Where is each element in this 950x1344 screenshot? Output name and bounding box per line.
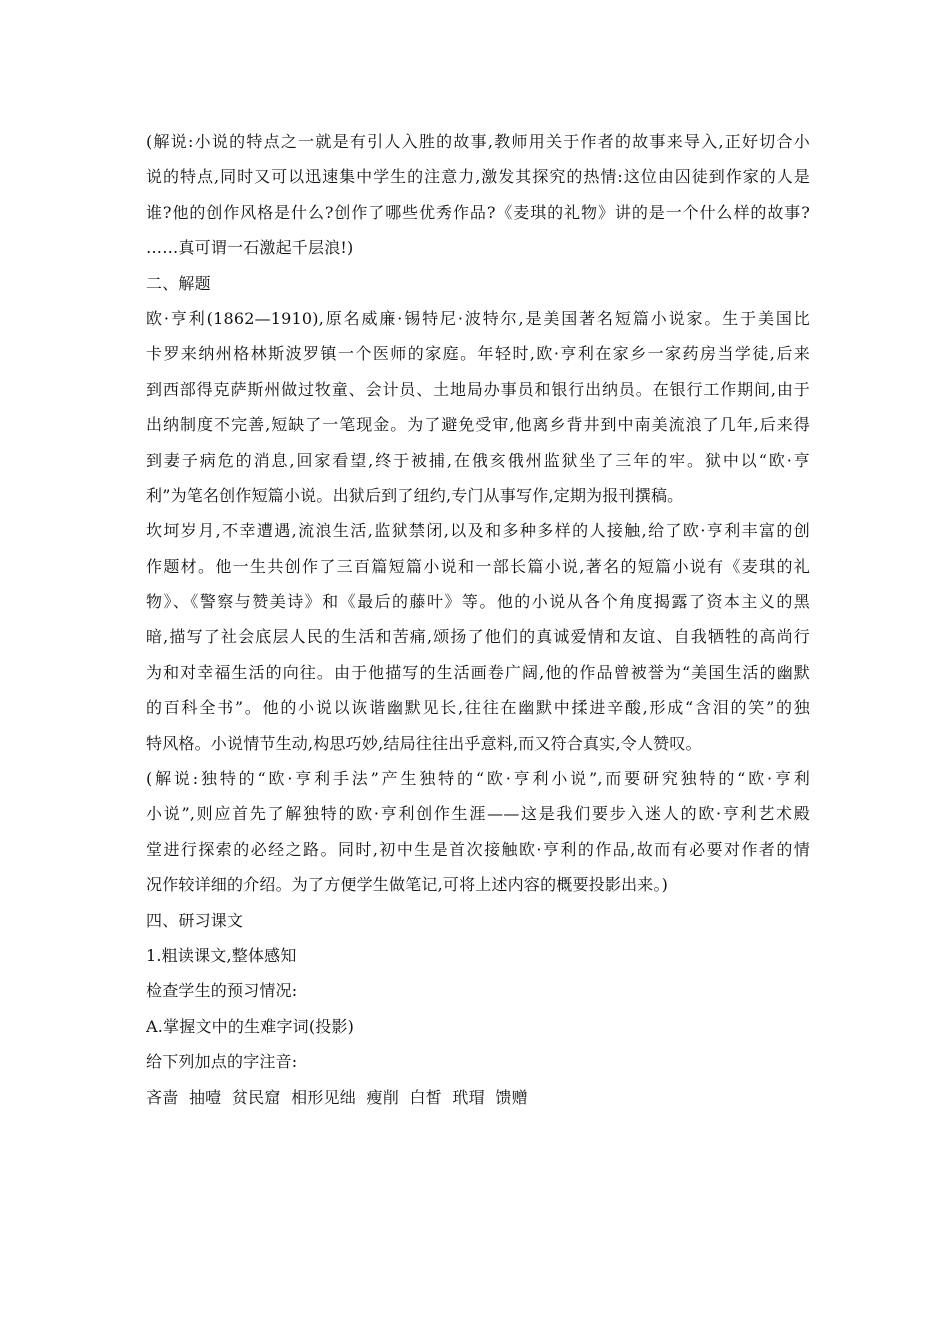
text-line: (解说:小说的特点之一就是有引人入胜的故事,教师用关于作者的故事来导入,正好切合小 (146, 132, 810, 151)
text-line: 坎坷岁月,不幸遭遇,流浪生活,监狱禁闭,以及和多种多样的人接触,给了欧·亨利丰富的创 (146, 521, 810, 541)
text-line: A.掌握文中的生难字词(投影) (146, 1016, 355, 1036)
text-line: 到妻子病危的消息,回家看望,终于被捕,在俄亥俄州监狱坐了三年的牢。狱中以“欧·亨 (146, 450, 810, 470)
text-line: 特风格。小说情节生动,构思巧妙,结局往往出乎意料,而又符合真实,令人赞叹。 (146, 733, 702, 753)
text-line: 暗,描写了社会底层人民的生活和苦痛,颂扬了他们的真诚爱情和友谊、自我牺牲的高尚行 (146, 627, 810, 647)
text-line: 作题材。他一生共创作了三百篇短篇小说和一部长篇小说,著名的短篇小说有《麦琪的礼 (146, 556, 810, 576)
text-line: 物》、《警察与赞美诗》和《最后的藤叶》等。他的小说从各个角度揭露了资本主义的黑 (146, 592, 810, 612)
text-line: 况作较详细的介绍。为了方便学生做笔记,可将上述内容的概要投影出来。) (146, 875, 669, 895)
text-line: 卡罗来纳州格林斯波罗镇一个医师的家庭。年轻时,欧·亨利在家乡一家药房当学徒,后来 (146, 344, 810, 364)
text-line: (解说:独特的“欧·亨利手法”产生独特的“欧·亨利小说”,而要研究独特的“欧·亨利 (146, 769, 810, 789)
text-line: 利”为笔名创作短篇小说。出狱后到了纽约,专门从事写作,定期为报刊撰稿。 (146, 485, 684, 505)
text-line: 欧·亨利(1862—1910),原名威廉·锡特尼·波特尔,是美国著名短篇小说家。生于美国比 (146, 308, 810, 328)
text-line: ……真可谓一石激起千层浪!) (146, 238, 354, 258)
text-line: 给下列加点的字注音: (146, 1052, 298, 1072)
text-line: 小说”,则应首先了解独特的欧·亨利创作生涯——这是我们要步入迷人的欧·亨利艺术殿 (146, 804, 810, 824)
text-line: 说的特点,同时又可以迅速集中学生的注意力,激发其探究的热情:这位由囚徒到作家的人是 (146, 167, 810, 187)
text-line: 堂进行探索的必经之路。同时,初中生是首次接触欧·亨利的作品,故而有必要对作者的情 (146, 839, 810, 859)
text-line: 为和对幸福生活的向往。由于他描写的生活画卷广阔,他的作品曾被誉为“美国生活的幽默 (146, 662, 810, 682)
text-line: 到西部得克萨斯州做过牧童、会计员、土地局办事员和银行出纳员。在银行工作期间,由于 (146, 379, 810, 399)
text-line: 出纳制度不完善,短缺了一笔现金。为了避免受审,他离乡背井到中南美流浪了几年,后来得 (146, 415, 810, 435)
text-line: 谁?他的创作风格是什么?创作了哪些优秀作品?《麦琪的礼物》讲的是一个什么样的故事? (146, 202, 810, 222)
section-heading: 二、解题 (146, 273, 211, 293)
text-line: 的百科全书”。他的小说以诙谐幽默见长,往往在幽默中揉进辛酸,形成“含泪的笑”的独 (146, 698, 810, 718)
vocabulary-line: 吝啬 抽噎 贫民窟 相形见绌 瘦削 白皙 玳瑁 馈赠 (146, 1087, 528, 1107)
subheading: 1.粗读课文,整体感知 (146, 945, 297, 965)
text-line: 检查学生的预习情况: (146, 981, 298, 1001)
document-body (146, 124, 810, 1115)
section-heading: 四、研习课文 (146, 910, 244, 930)
